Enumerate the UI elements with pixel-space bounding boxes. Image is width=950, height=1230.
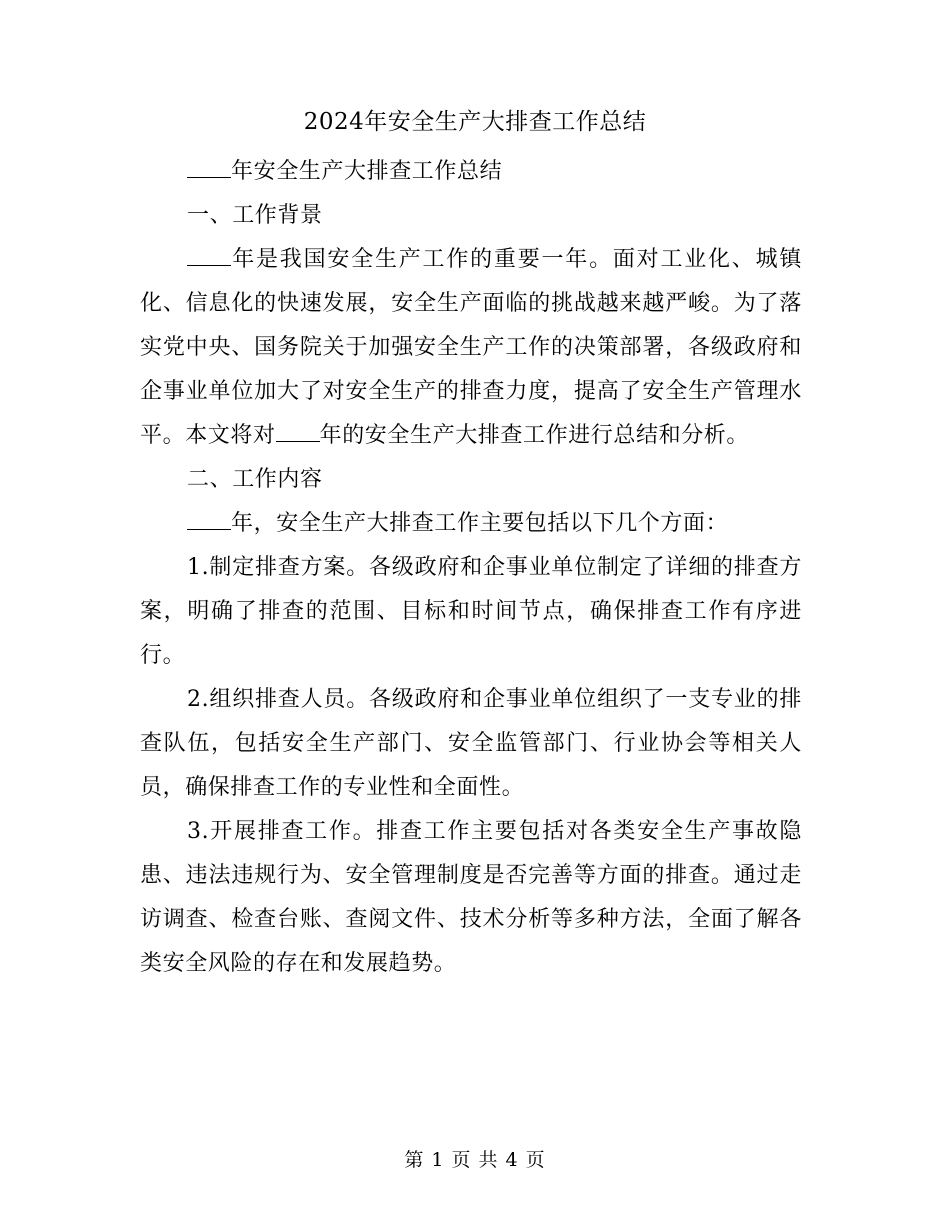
- fill-in-blank: [187, 511, 231, 530]
- paragraph-text: 一、工作背景: [187, 203, 323, 228]
- list-item-3: [140, 810, 802, 986]
- paragraph-text: 3.开展排查工作。排查工作主要包括对各类安全生产事故隐患、违法违规行为、安全管理制度是否完善等方面的排查。通过走访调查、检查台账、查阅文件、技术分析等多种方法，全面了解各类安全风险的存在和发展趋势。: [140, 819, 802, 976]
- paragraph-text: 1.制定排查方案。各级政府和企事业单位制定了详细的排查方案，明确了排查的范围、目标和时间节点，确保排查工作有序进行。: [140, 555, 802, 668]
- list-item-2: [140, 678, 802, 810]
- fill-in-blank: [276, 423, 320, 442]
- content-intro-paragraph: [140, 502, 802, 546]
- document-title: 2024年安全生产大排查工作总结: [303, 109, 647, 135]
- paragraph-text: 年安全生产大排查工作总结: [231, 159, 503, 184]
- paragraph-text: 二、工作内容: [187, 467, 323, 492]
- fill-in-blank: [187, 247, 231, 266]
- paragraph-text: 年是我国安全生产工作的重要一年。面对工业化、城镇化、信息化的快速发展，安全生产面临的挑战越来越严峻。为了落实党中央、国务院关于加强安全生产工作的决策部署，各级政府和企事业单位加大了对安全生产的排查力度，提高了安全生产管理水平。本文将对: [140, 247, 802, 448]
- list-item-1: [140, 546, 802, 678]
- paragraph-text-continued: 年的安全生产大排查工作进行总结和分析。: [319, 423, 750, 448]
- subtitle-paragraph: [140, 150, 802, 194]
- page-footer: 第 1 页 共 4 页: [404, 1149, 546, 1171]
- paragraph-text: 年，安全生产大排查工作主要包括以下几个方面：: [231, 511, 729, 536]
- section-heading-background: [140, 194, 802, 238]
- document-body: [140, 150, 802, 986]
- paragraph-text: 2.组织排查人员。各级政府和企事业单位组织了一支专业的排查队伍，包括安全生产部门、安全监管部门、行业协会等相关人员，确保排查工作的专业性和全面性。: [140, 687, 802, 800]
- section-heading-content: [140, 458, 802, 502]
- fill-in-blank: [187, 159, 231, 178]
- background-paragraph: [140, 238, 802, 458]
